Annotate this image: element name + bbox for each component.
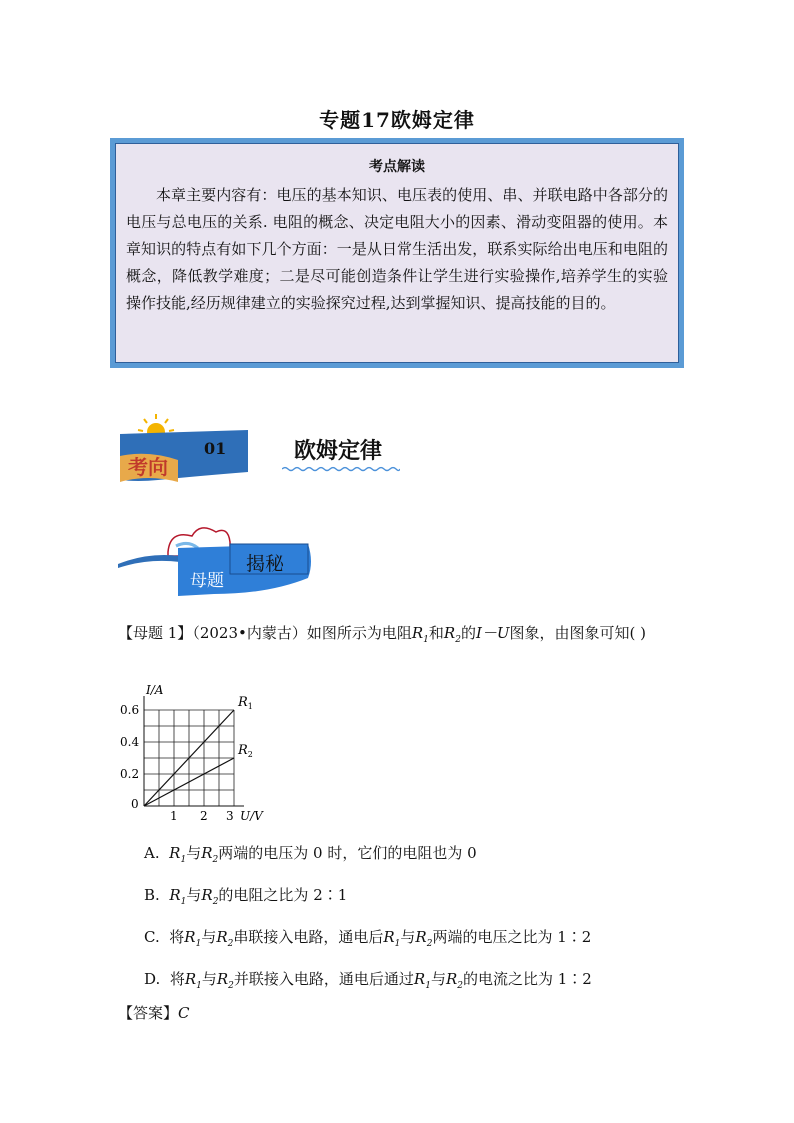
x-tick-label: 1 [170,809,178,823]
x-tick-label: 3 [226,809,234,823]
answer-label: 【答案】 [118,1004,179,1022]
y-axis-label: I/A [146,684,164,697]
option-text: 的电流之比为 1∶2 [463,970,592,988]
option-d[interactable]: D. 将$R_1$与$R_2$并联接入电路，通电后通过$R_1$与$R_2$的电流之比为 1∶2 [144,970,592,991]
cloud-badge [118,522,328,602]
question-prefix: 【母题 1】 [118,624,193,642]
var-r: R [411,624,424,642]
y-tick-label: 0.2 [120,767,140,781]
y-tick-label: 0.6 [120,703,140,717]
question-source: （2023•内蒙古） [192,624,307,642]
option-text: 与 [201,928,217,946]
option-text: 与 [186,844,202,862]
cloud-badge-left: 母题 [190,571,224,591]
section-number: 01 [204,439,227,458]
option-b[interactable]: B. $R_1$与$R_2$的电阻之比为 2∶1 [144,886,348,907]
intro-box [110,138,684,368]
var-r1: $R_1$ [411,624,429,645]
section-badge: 考向 [128,455,168,479]
iu-chart [118,684,298,824]
option-text: 将 [169,928,185,946]
question-text: 如图所示为电阻 [306,624,412,642]
series-label-r1: $R_1$ [238,695,253,711]
option-label: D. [144,970,161,988]
option-text: 两端的电压之比为 1∶2 [432,928,592,946]
option-text: 的电阻之比为 2∶1 [218,886,348,904]
intro-heading: 考点解读 [369,159,425,175]
option-text: 与 [430,970,446,988]
var-iu: I－U [475,624,510,642]
option-text: 与 [201,970,217,988]
var-r2: $R_2$ [443,624,461,645]
y-tick-label: 0.4 [120,735,140,749]
question-stem [118,622,646,645]
option-text: 与 [400,928,416,946]
intro-box-inner [115,143,679,363]
answer [118,1002,190,1023]
x-tick-label: 2 [200,809,208,823]
intro-body: 本章主要内容有：电压的基本知识、电压表的使用、串、并联电路中各部分的电压与总电压的关系. 电阻的概念、决定电阻大小的因素、滑动变阻器的使用。本章知识的特点有如下几个方面：一是从日常生活出发，联系实际给出电压和电阻的概念，降低教学难度；二是尽可能创造条件让学生进行实验操作,培养学生的实验操作技能,经历规律建立的实验探究过程,达到掌握知识、提高技能的目的。 [126,186,668,312]
page-title: 专题17欧姆定律 [319,108,475,132]
x-axis-label: U/V [240,809,263,823]
answer-value: C [178,1004,190,1022]
option-text: 将 [169,970,185,988]
question-text: 的 [460,624,476,642]
option-text: 两端的电压为 0 时，它们的电阻也为 0 [218,844,477,862]
origin-label: 0 [131,797,139,811]
option-a[interactable]: A. $R_1$与$R_2$两端的电压为 0 时，它们的电阻也为 0 [144,844,477,865]
section-title: 欧姆定律 [294,438,383,464]
option-label: A. [144,844,160,862]
option-label: B. [144,886,160,904]
series-label-r2: $R_2$ [238,743,253,759]
option-text: 并联接入电路，通电后通过 [233,970,414,988]
option-label: C. [144,928,160,946]
question-text: 图象，由图象可知( ) [509,624,647,642]
option-text: 与 [186,886,202,904]
option-text: 串联接入电路，通电后 [233,928,384,946]
var-r: R [443,624,456,642]
question-text: 和 [428,624,444,642]
section-title-underline [282,466,400,472]
cloud-badge-right: 揭秘 [246,553,285,575]
option-c[interactable]: C. 将$R_1$与$R_2$串联接入电路，通电后$R_1$与$R_2$两端的电压之比为 1∶2 [144,928,592,949]
